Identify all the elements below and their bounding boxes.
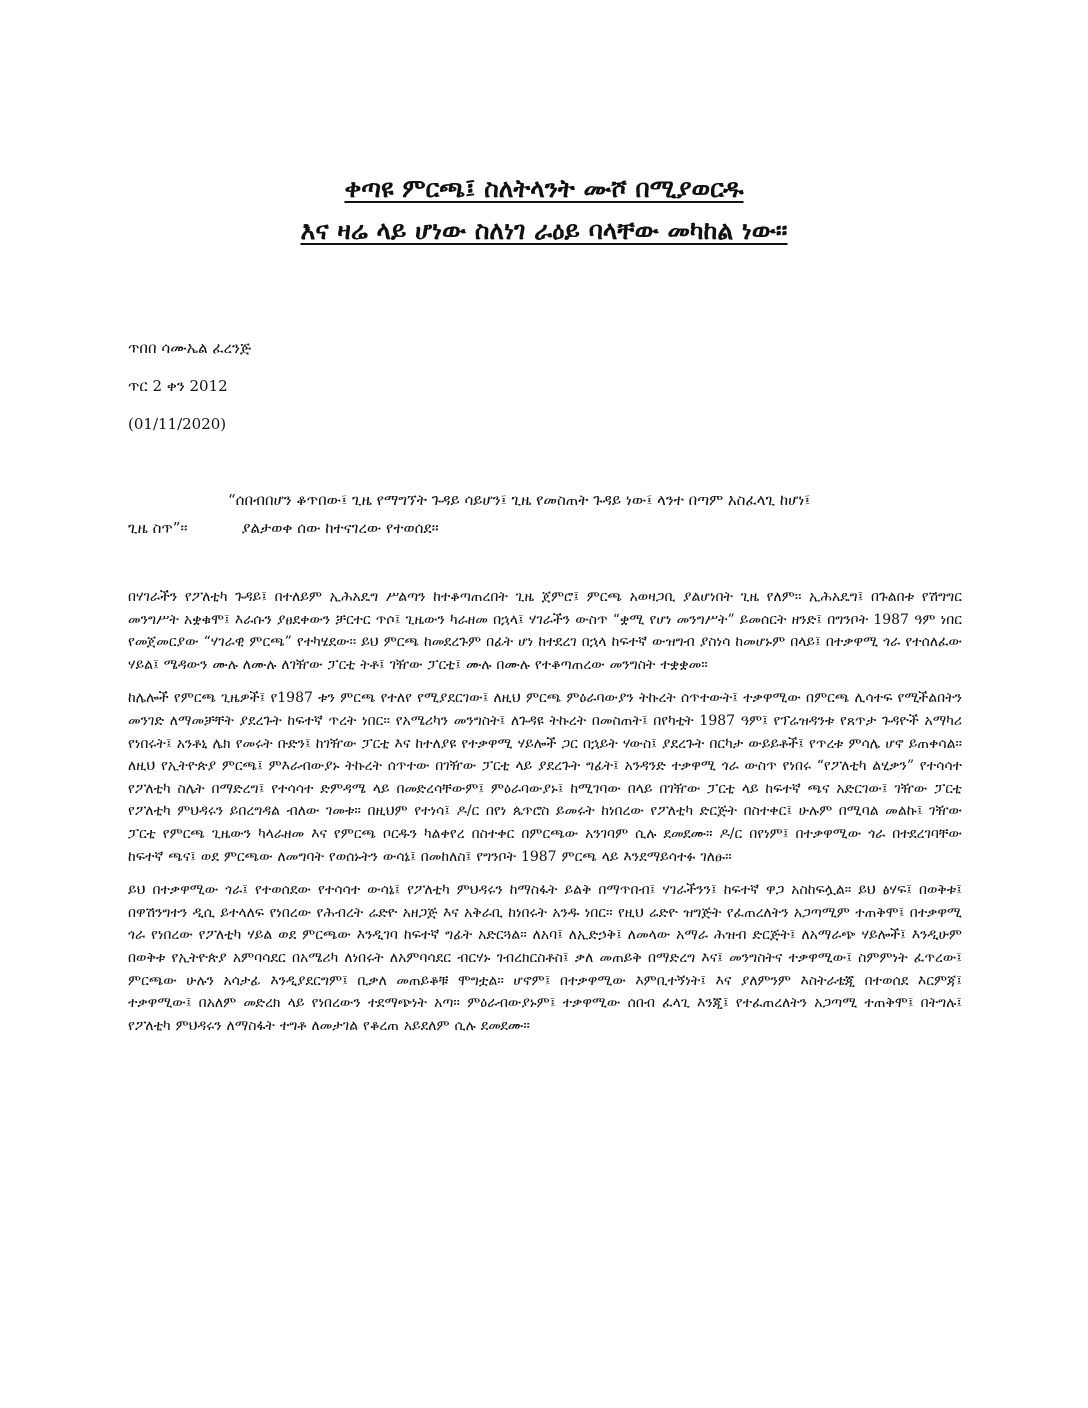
epigraph-attribution: ያልታወቀ ሰው ከተናገረው የተወሰደ፡፡ [241, 519, 439, 537]
gregorian-date: (01/11/2020) [128, 415, 227, 433]
author-name: ጥበበ ሳሙኤል ፈረንጅ [128, 339, 252, 357]
article-body [128, 586, 962, 1048]
epigraph-line-1: “ሰበብበሆን ቆጥበው፤ ጊዜ የማግኘት ጉዳይ ሳይሆን፤ ጊዜ የመስጠት ጉዳይ ነው፤ ላንተ በጣም አስፈላጊ ከሆነ፤ [228, 491, 811, 509]
paragraph-1: በሃገራችን የፖለቲካ ጉዳይ፤ በተለይም ኢሕአዴግ ሥልጣን ከተቆጣጠረበት ጊዜ ጀምሮ፤ ምርጫ አወዛጋቢ ያልሆነበት ጊዜ የለም፡፡ ኢሕአዴግ፤ በጉልበቱ የሽግግር መንግሥት አቋቁሞ፤ እራሱን ያፀደቀውን ቻርተር ጥሶ፤ ጊዜውን ካራዘመ በኋላ፤ ሃገራችን ውስጥ “ቋሚ የሆነ መንግሥት” ይመሰርት ዘንድ፤ በግንቦት 1987 ዓም ነበር የመጀመርያው “ሃገራዊ ምርጫ” የተካሄደው፡፡ ይህ ምርጫ ከመደረጉም በፊት ሆነ ከተደረገ በኋላ ከፍተኛ ውዝግብ ያስነሳ ከመሆኑም በላይ፤ በተቃዋሚ ጎራ የተሰለፈው ሃይል፤ ሜዳውን ሙሉ ለሙሉ ለገዥው ፓርቲ ትቶ፤ ገዥው ፓርቲ፤ ሙሉ በሙሉ የተቆጣጠረው መንግስት ተቋቋመ፡፡ [128, 589, 962, 673]
epigraph-quote-end: ጊዜ ስጥ”። [128, 519, 188, 537]
ethiopian-date: ጥር 2 ቀን 2012 [128, 377, 228, 395]
epigraph-line-2 [128, 514, 962, 542]
document-title [0, 168, 1088, 252]
paragraph-2: ከሌሎች የምርጫ ጊዜዎች፤ የ1987 ቱን ምርጫ የተለየ የሚያደርገው፤ ለዚህ ምርጫ ምዕራባውያን ትኩረት ሰጥተውት፤ ተቃዋሚው በምርጫ ሊሳተፍ የሚችልበትን መንገድ ለማመቻቸት ያደረጉት ከፍተኛ ጥረት ነበር፡፡ የአሜሪካን መንግስት፤ ለጉዳዩ ትኩረት በመስጠት፤ በየካቲት 1987 ዓም፤ የፕሬዝዳንቱ የጸጥታ ጉዳዮች አማካሪ የነበሩት፤ አንቶኒ ሌክ የመሩት ቡድን፤ ከገዥው ፓርቲ እና ከተለያዩ የተቃዋሚ ሃይሎች ጋር በኋይት ሃውስ፤ ያደረጉት በርካታ ውይይቶች፤ የጥረቱ ምሳሌ ሆኖ ይጠቀሳል። ለዚህ የኢትዮጵያ ምርጫ፤ ምእራብውያኑ ትኩረት ሰጥተው በገዥው ፓርቲ ላይ ያደረጉት ግፊት፤ አንዳንድ ተቃዋሚ ጎራ ውስጥ የነበሩ “የፖለቲካ ልሂቃን” የተሳሳተ የፖለቲካ ስሌት በማድረግ፤ የተሳሳተ ድምዳሜ ላይ በመድረሳቸውም፤ ምዕራባውያኑ፤ ከሚገባው በላይ በገዥው ፓርቲ ላይ ከፍተኛ ጫና አድርገው፤ ገዥው ፓርቲ የፖለቲካ ምህዳሩን ይበረግዳል ብለው ገመቱ። በዚህም የተነሳ፤ ዶ/ር በየነ ጴጥሮስ ይመሩት ከነበረው የፖለቲካ ድርጅት በስተቀር፤ ሁሉም በሚባል መልኩ፤ ገዥው ፓርቲ የምርጫ ጊዜውን ካላራዘመ እና የምርጫ ቦርዱን ካልቀየረ በስተቀር በምርጫው አንገባም ሲሉ ደመደሙ። ዶ/ር በየነም፤ በተቃዋሚው ጎራ በተደረገባቸው ከፍተኛ ጫና፤ ወደ ምርጫው ለመግባት የወሰኑትን ውሳኔ፤ በመከለስ፤ የግንቦት 1987 ምርጫ ላይ እንደማይሳተፉ ገለፁ። [128, 690, 962, 865]
paragraph-3: ይህ በተቃዋሚው ጎራ፤ የተወሰደው የተሳሳተ ውሳኔ፤ የፖለቲካ ምህዳሩን ከማስፋት ይልቅ በማጥበብ፤ ሃገራችንን፤ ከፍተኛ ዋጋ አስከፍሏል። ይህ ፅሃፍ፤ በወቅቱ፤ በዋሽንግተን ዲሲ ይተላለፍ የነበረው የሕብረት ሬድዮ አዘጋጅ እና አቅራቢ ከነበሩት አንዱ ነበር። የዚህ ሬድዮ ዝግጅት የፈጠረለትን አጋጣሚም ተጠቅሞ፤ በተቃዋሚ ጎራ የነበረው የፖለቲካ ሃይል ወደ ምርጫው እንዲገባ ከፍተኛ ግፊት አድርጓል። ለአባ፤ ለኢድኃቅ፤ ለመላው አማራ ሕዝብ ድርጅት፤ ለአማራጭ ሃይሎች፤ እንዲሁም በወቅቱ የኢትዮጵያ አምባሳደር በአሜሪካ ለነበሩት ለአምባሳደር ብርሃኑ ገብረክርስቶስ፤ ቃለ መጠይቅ በማድረግ እና፤ መንግስትና ተቃዋሚው፤ ስምምነት ፈጥረው፤ ምርጫው ሁሉን አሳታፊ እንዲያደርግም፤ ቢቃለ መጠይቆቹ ሞግቷል። ሆኖም፤ በተቃዋሚው እምቢተኝነት፤ እና ያለምንም እስትራቴጂ በተወሰደ እርምጃ፤ ተቃዋሚው፤ በአለም መድረክ ላይ የነበረውን ተደማጭነት አጣ። ምዕራብውያኑም፤ ተቃዋሚው ሰበብ ፈላጊ እንጂ፤ የተፈጠረለትን አጋጣሚ ተጠቅሞ፤ በትግሉ፤ የፖለቲካ ምህዳሩን ለማስፋት ተግቶ ለመታገል የቆረጠ አይደለም ሲሉ ደመደሙ። [128, 882, 963, 1034]
title-line-1: ቀጣዩ ምርጫ፤ ስለትላንት ሙሾ በሚያወርዱ [344, 174, 744, 203]
title-line-2: እና ዛሬ ላይ ሆነው ስለነገ ራዕይ ባላቸው መካከል ነው። [300, 216, 788, 245]
epigraph-quote [128, 486, 962, 542]
